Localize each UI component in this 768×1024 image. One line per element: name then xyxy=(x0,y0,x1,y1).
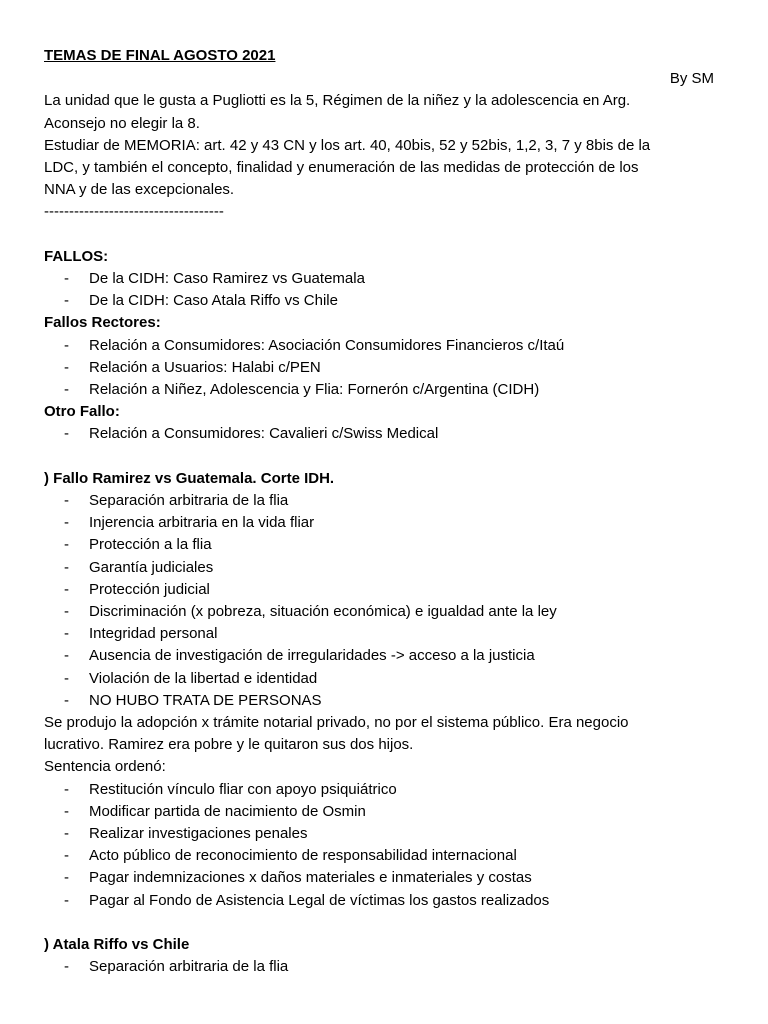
sentencia-label: Sentencia ordenó: xyxy=(44,758,166,776)
list-item xyxy=(44,623,714,645)
list-item xyxy=(44,268,714,290)
list-item xyxy=(44,601,714,623)
intro-line: LDC, y también el concepto, finalidad y enumeración de las medidas de protección de los xyxy=(44,159,639,177)
list-item xyxy=(44,823,714,845)
bullet-dash: - xyxy=(64,691,69,709)
paragraph-line: lucrativo. Ramirez era pobre y le quitaron sus dos hijos. xyxy=(44,736,414,754)
bullet-dash: - xyxy=(64,536,69,554)
list-item-text: Discriminación (x pobreza, situación económica) e igualdad ante la ley xyxy=(89,603,557,621)
separator-line: ------------------------------------ xyxy=(44,203,224,221)
bullet-dash: - xyxy=(64,558,69,576)
spacer xyxy=(44,912,714,934)
bullet-dash: - xyxy=(64,603,69,621)
list-item xyxy=(44,490,714,512)
list-item-text: Ausencia de investigación de irregularidades -> acceso a la justicia xyxy=(89,647,535,665)
atala-list xyxy=(44,956,714,978)
list-item xyxy=(44,890,714,912)
list-item xyxy=(44,668,714,690)
document-content xyxy=(44,45,714,978)
list-item-text: Relación a Usuarios: Halabi c/PEN xyxy=(89,358,321,376)
fallos-heading: FALLOS: xyxy=(44,247,109,265)
list-item-text: Pagar al Fondo de Asistencia Legal de víctimas los gastos realizados xyxy=(89,891,550,909)
ramirez-heading: ) Fallo Ramirez vs Guatemala. Corte IDH. xyxy=(44,469,335,487)
bullet-dash: - xyxy=(64,669,69,687)
spacer xyxy=(44,224,714,246)
atala-heading: ) Atala Riffo vs Chile xyxy=(44,936,190,954)
list-item xyxy=(44,779,714,801)
list-item-text: Garantía judiciales xyxy=(89,558,214,576)
list-item-text: NO HUBO TRATA DE PERSONAS xyxy=(89,691,322,709)
list-item-text: Relación a Niñez, Adolescencia y Flia: Fornerón c/Argentina (CIDH) xyxy=(89,381,540,399)
list-item xyxy=(44,379,714,401)
bullet-dash: - xyxy=(64,492,69,510)
list-item-text: Restitución vínculo fliar con apoyo psiquiátrico xyxy=(89,780,397,798)
list-item xyxy=(44,557,714,579)
sentencia-list xyxy=(44,779,714,912)
list-item-text: Modificar partida de nacimiento de Osmin xyxy=(89,802,366,820)
bullet-dash: - xyxy=(64,292,69,310)
list-item xyxy=(44,579,714,601)
list-item-text: De la CIDH: Caso Ramirez vs Guatemala xyxy=(89,270,365,288)
list-item-text: Separación arbitraria de la flia xyxy=(89,958,289,976)
bullet-dash: - xyxy=(64,336,69,354)
list-item-text: Violación de la libertad e identidad xyxy=(89,669,318,687)
list-item-text: Integridad personal xyxy=(89,625,218,643)
bullet-dash: - xyxy=(64,958,69,976)
bullet-dash: - xyxy=(64,847,69,865)
paragraph-line: Se produjo la adopción x trámite notarial privado, no por el sistema público. Era negocio xyxy=(44,714,629,732)
intro-line: La unidad que le gusta a Pugliotti es la 5, Régimen de la niñez y la adolescencia en Arg. xyxy=(44,92,631,110)
list-item-text: Protección judicial xyxy=(89,580,210,598)
otro-fallo-heading: Otro Fallo: xyxy=(44,403,120,421)
list-item xyxy=(44,357,714,379)
list-item-text: Pagar indemnizaciones x daños materiales e inmateriales y costas xyxy=(89,869,532,887)
bullet-dash: - xyxy=(64,514,69,532)
bullet-dash: - xyxy=(64,625,69,643)
list-item xyxy=(44,534,714,556)
bullet-dash: - xyxy=(64,647,69,665)
bullet-dash: - xyxy=(64,358,69,376)
list-item xyxy=(44,845,714,867)
list-item xyxy=(44,512,714,534)
author-byline: By SM xyxy=(669,70,714,88)
list-item xyxy=(44,690,714,712)
bullet-dash: - xyxy=(64,869,69,887)
list-item-text: Separación arbitraria de la flia xyxy=(89,492,289,510)
list-item-text: Acto público de reconocimiento de responsabilidad internacional xyxy=(89,847,517,865)
list-item xyxy=(44,290,714,312)
spacer xyxy=(44,446,714,468)
list-item xyxy=(44,335,714,357)
list-item xyxy=(44,645,714,667)
bullet-dash: - xyxy=(64,802,69,820)
bullet-dash: - xyxy=(64,425,69,443)
rectores-heading: Fallos Rectores: xyxy=(44,314,161,332)
list-item-text: Realizar investigaciones penales xyxy=(89,825,308,843)
list-item-text: Protección a la flia xyxy=(89,536,212,554)
list-item-text: De la CIDH: Caso Atala Riffo vs Chile xyxy=(89,292,338,310)
list-item xyxy=(44,867,714,889)
bullet-dash: - xyxy=(64,891,69,909)
list-item xyxy=(44,423,714,445)
list-item-text: Relación a Consumidores: Cavalieri c/Swiss Medical xyxy=(89,425,439,443)
rectores-list xyxy=(44,335,714,402)
list-item-text: Relación a Consumidores: Asociación Consumidores Financieros c/Itaú xyxy=(89,336,565,354)
bullet-dash: - xyxy=(64,825,69,843)
bullet-dash: - xyxy=(64,381,69,399)
intro-line: Aconsejo no elegir la 8. xyxy=(44,114,200,132)
bullet-dash: - xyxy=(64,270,69,288)
list-item xyxy=(44,956,714,978)
intro-line: Estudiar de MEMORIA: art. 42 y 43 CN y los art. 40, 40bis, 52 y 52bis, 1,2, 3, 7 y 8bis de la xyxy=(44,136,651,154)
ramirez-list xyxy=(44,490,714,712)
list-item xyxy=(44,801,714,823)
intro-line: NNA y de las excepcionales. xyxy=(44,181,235,199)
fallos-list xyxy=(44,268,714,312)
bullet-dash: - xyxy=(64,580,69,598)
bullet-dash: - xyxy=(64,780,69,798)
document-title: TEMAS DE FINAL AGOSTO 2021 xyxy=(44,47,276,64)
otro-fallo-list xyxy=(44,423,714,445)
list-item-text: Injerencia arbitraria en la vida fliar xyxy=(89,514,315,532)
